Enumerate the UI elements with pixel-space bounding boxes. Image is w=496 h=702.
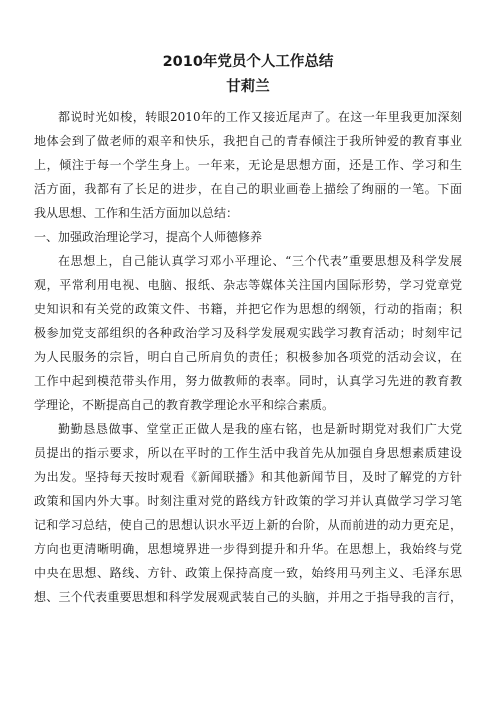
paragraph-line: 政策和国内外大事。时刻注重对党的路线方针政策的学习并认真做学习学习笔 xyxy=(34,494,462,508)
paragraph-line: 记和学习总结，使自己的思想认识水平迈上新的台阶，从而前进的动力更充足， xyxy=(34,518,462,532)
paragraph-line: 史知识和有关党的政策文件、书籍，并把它作为思想的纲领，行动的指南；积 xyxy=(34,302,462,316)
paragraph-line: 极参加党支部组织的各种政治学习及科学发展观实践学习教育活动；时刻牢记 xyxy=(34,326,462,340)
paragraph-line: 学理论，不断提高自己的教育教学理论水平和综合素质。 xyxy=(34,398,335,412)
paragraph-line: 方向也更清晰明确，思想境界进一步得到提升和升华。在思想上，我始终与党 xyxy=(34,542,462,556)
paragraph-line: 地体会到了做老师的艰辛和快乐，我把自己的青春倾注于我所钟爱的教育事业 xyxy=(34,134,462,148)
paragraph-line: 观，平常利用电视、电脑、报纸、杂志等媒体关注国内国际形势，学习党章党 xyxy=(34,278,462,292)
paragraph-line: 上，倾注于每一个学生身上。一年来，无论是思想方面，还是工作、学习和生 xyxy=(34,158,462,172)
paragraph-line: 活方面，我都有了长足的进步，在自己的职业画卷上描绘了绚丽的一笔。下面 xyxy=(34,182,462,196)
paragraph-line: 在思想上，自己能认真学习邓小平理论、“三个代表”重要思想及科学发展 xyxy=(58,254,462,268)
paragraph-line: 我从思想、工作和生活方面加以总结： xyxy=(34,206,239,220)
document-title: 2010年党员个人工作总结 xyxy=(162,54,334,70)
paragraph-line: 员提出的指示要求，所以在平时的工作生活中我首先从加强自身思想素质建设 xyxy=(34,446,462,460)
paragraph-line: 想、三个代表重要思想和科学发展观武装自己的头脑，并用之于指导我的言行， xyxy=(34,590,462,604)
paragraph-line: 中央在思想、路线、方针、政策上保持高度一致，始终用马列主义、毛泽东思 xyxy=(34,566,462,580)
paragraph-line: 为出发。坚持每天按时观看《新闻联播》和其他新闻节目，及时了解党的方针 xyxy=(34,470,462,484)
paragraph-line: 勤勤恳恳做事、堂堂正正做人是我的座右铭，也是新时期党对我们广大党 xyxy=(58,422,462,436)
paragraph-line: 为人民服务的宗旨，明白自己所肩负的责任；积极参加各项党的活动会议，在 xyxy=(34,350,462,364)
paragraph-line: 都说时光如梭，转眼2010年的工作又接近尾声了。在这一年里我更加深刻 xyxy=(58,110,462,124)
document-author: 甘莉兰 xyxy=(226,79,270,95)
section-heading: 一、加强政治理论学习，提高个人师德修养 xyxy=(34,230,263,244)
paragraph-line: 工作中起到模范带头作用，努力做教师的表率。同时，认真学习先进的教育教 xyxy=(34,374,462,388)
